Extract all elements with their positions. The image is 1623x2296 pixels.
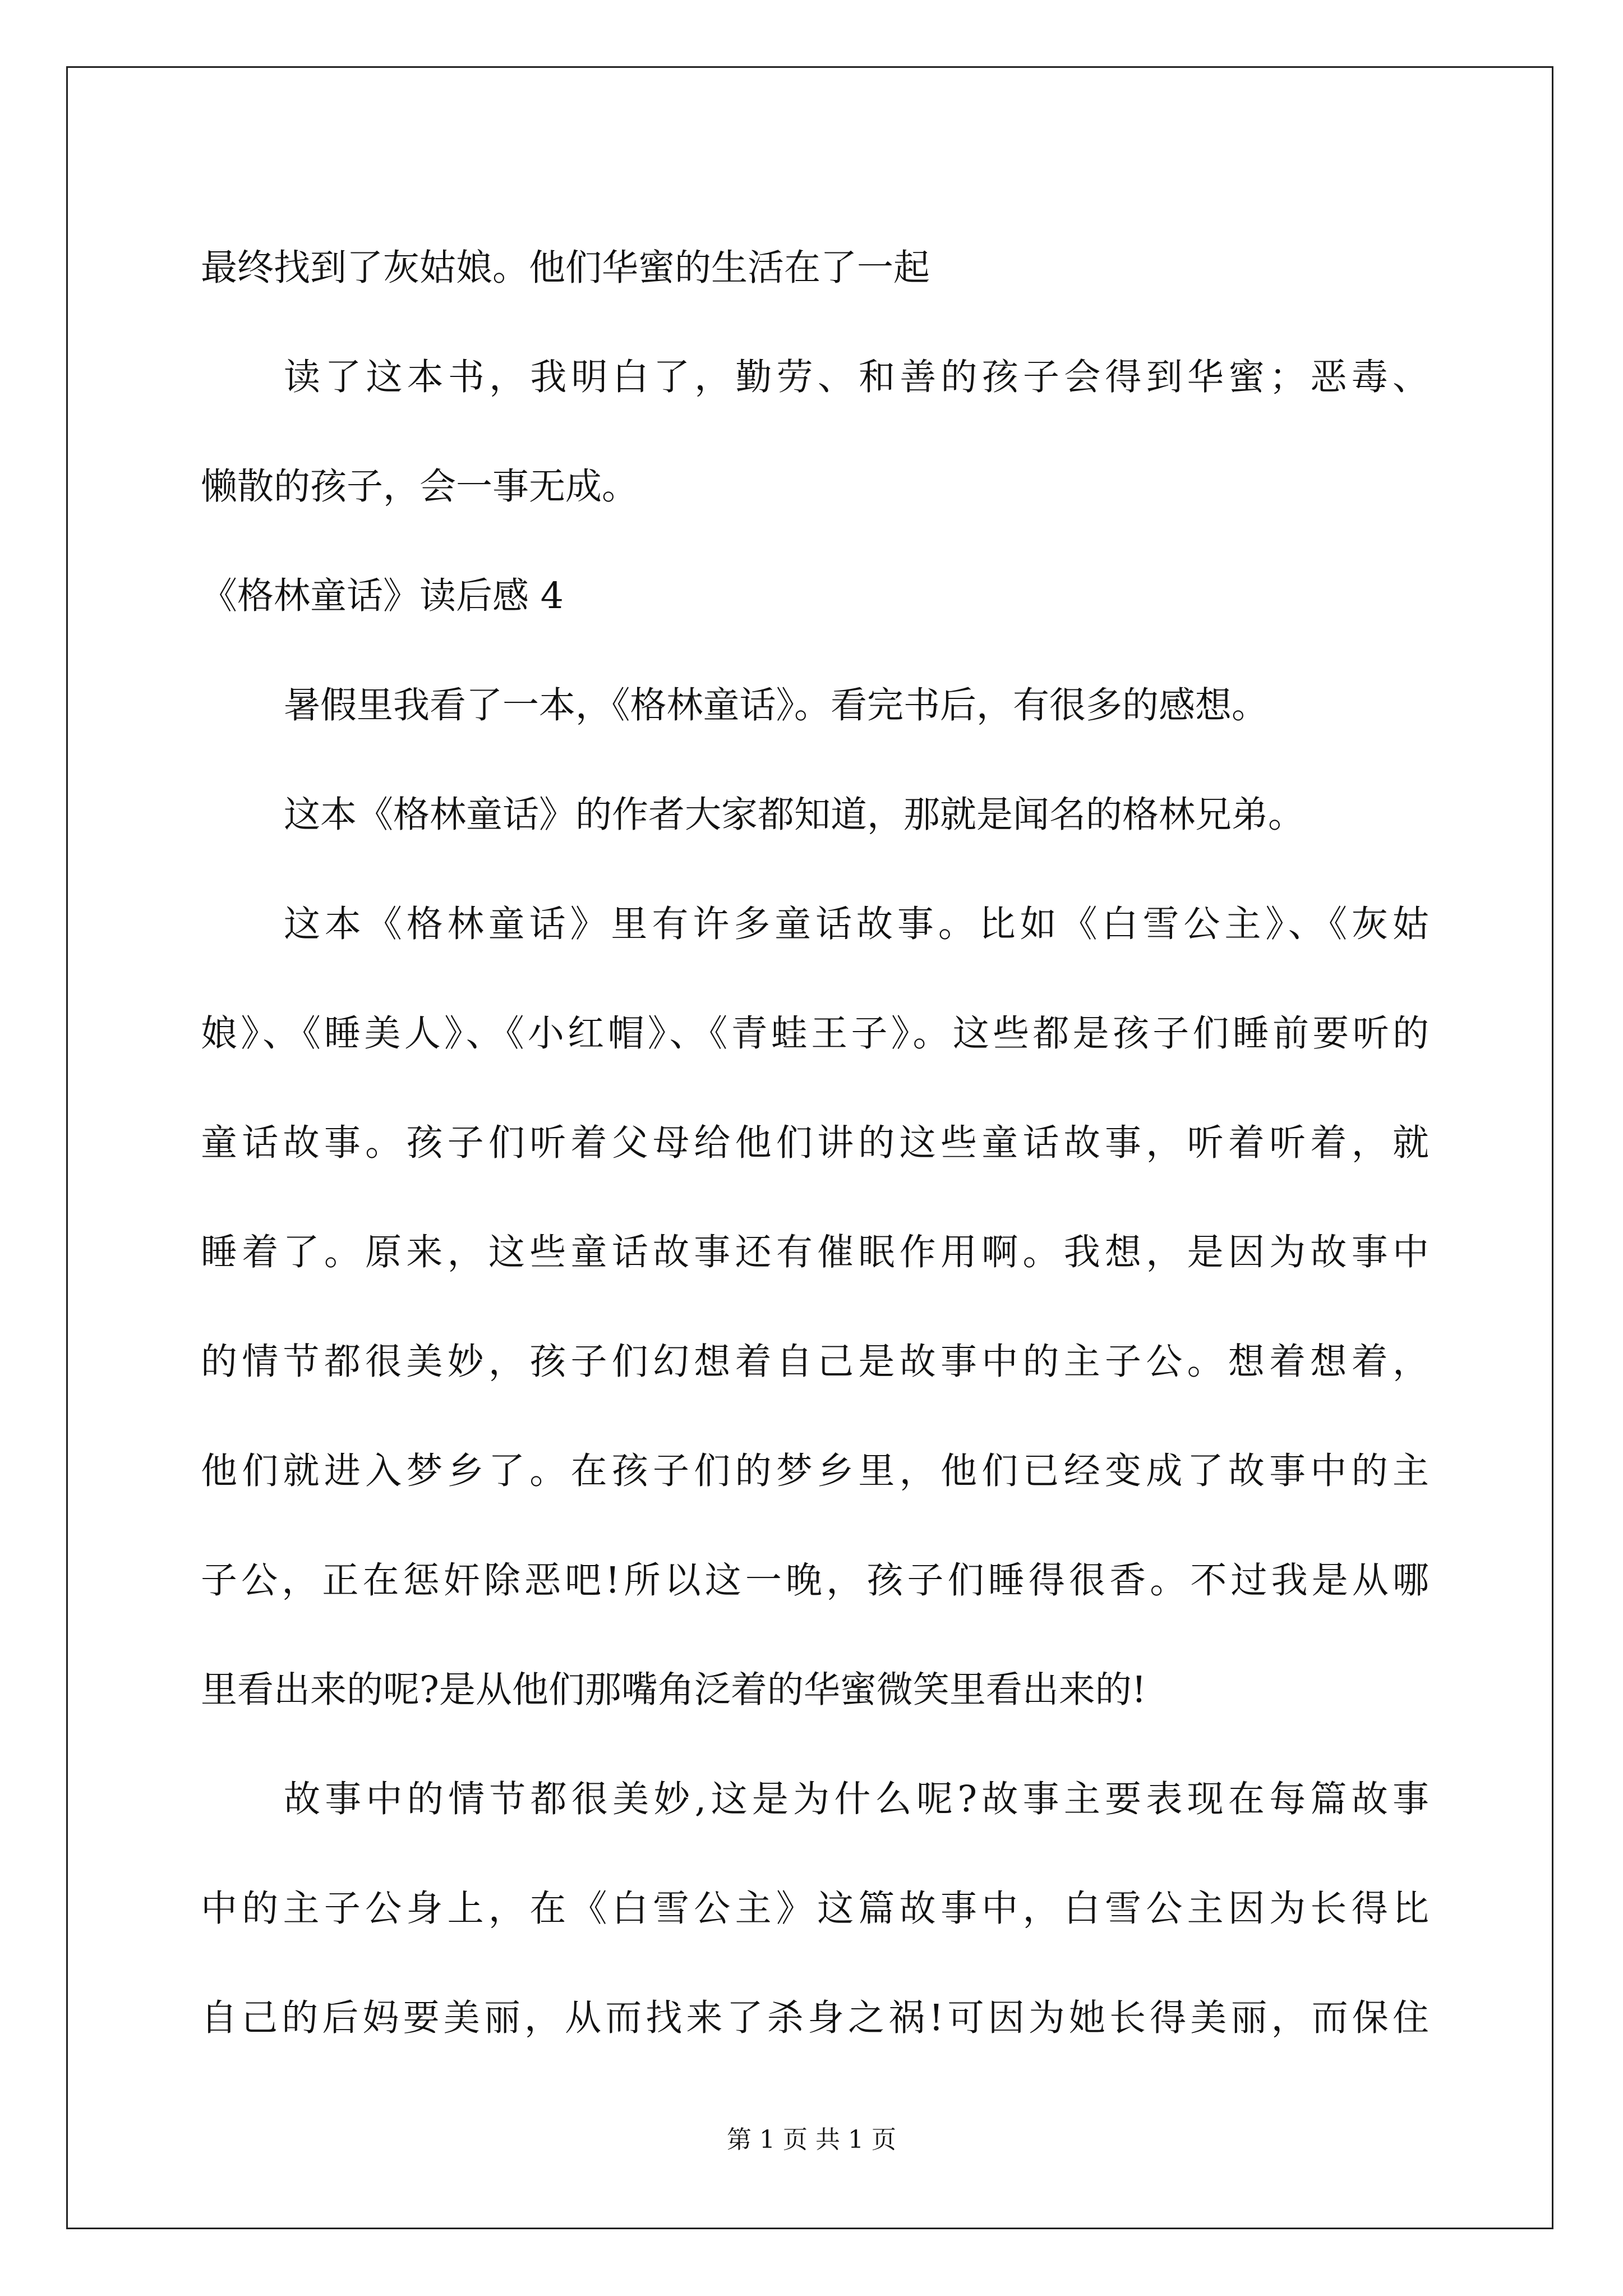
text-line-5: 暑假里我看了一本，《格林童话》。看完书后，有很多的感想。 xyxy=(284,684,1269,726)
text-line-9: 童话故事。孩子们听着父母给他们讲的这些童话故事，听着听着，就 xyxy=(201,1122,1429,1164)
text-line-6: 这本《格林童话》的作者大家都知道，那就是闻名的格林兄弟。 xyxy=(284,794,1305,836)
text-line-8: 娘》、《睡美人》、《小红帽》、《青蛙王子》。这些都是孩子们睡前要听的 xyxy=(201,1013,1429,1055)
text-line-16: 中的主子公身上，在《白雪公主》这篇故事中，白雪公主因为长得比 xyxy=(201,1888,1429,1930)
text-line-12: 他们就进入梦乡了。在孩子们的梦乡里，他们已经变成了故事中的主 xyxy=(201,1450,1429,1492)
text-line-17: 自己的后妈要美丽，从而找来了杀身之祸!可因为她长得美丽，而保住 xyxy=(201,1997,1429,2039)
text-line-13: 子公，正在惩奸除恶吧!所以这一晚，孩子们睡得很香。不过我是从哪 xyxy=(201,1559,1429,1602)
section-heading: 《格林童话》读后感 4 xyxy=(201,575,564,617)
text-line-11: 的情节都很美妙，孩子们幻想着自己是故事中的主子公。想着想着， xyxy=(201,1341,1429,1383)
text-line-1: 最终找到了灰姑娘。他们华蜜的生活在了一起 xyxy=(201,247,930,289)
page-footer: 第 1 页 共 1 页 xyxy=(727,2125,896,2154)
text-line-15: 故事中的情节都很美妙,这是为什么呢?故事主要表现在每篇故事 xyxy=(284,1778,1429,1820)
text-line-14: 里看出来的呢?是从他们那嘴角泛着的华蜜微笑里看出来的! xyxy=(201,1669,1146,1711)
document-body xyxy=(201,213,1429,2073)
text-line-10: 睡着了。原来，这些童话故事还有催眠作用啊。我想，是因为故事中 xyxy=(201,1231,1429,1273)
text-line-7: 这本《格林童话》里有许多童话故事。比如《白雪公主》、《灰姑 xyxy=(284,903,1429,945)
text-line-3: 懒散的孩子，会一事无成。 xyxy=(201,466,639,508)
text-line-2: 读了这本书，我明白了，勤劳、和善的孩子会得到华蜜；恶毒、 xyxy=(284,356,1429,398)
